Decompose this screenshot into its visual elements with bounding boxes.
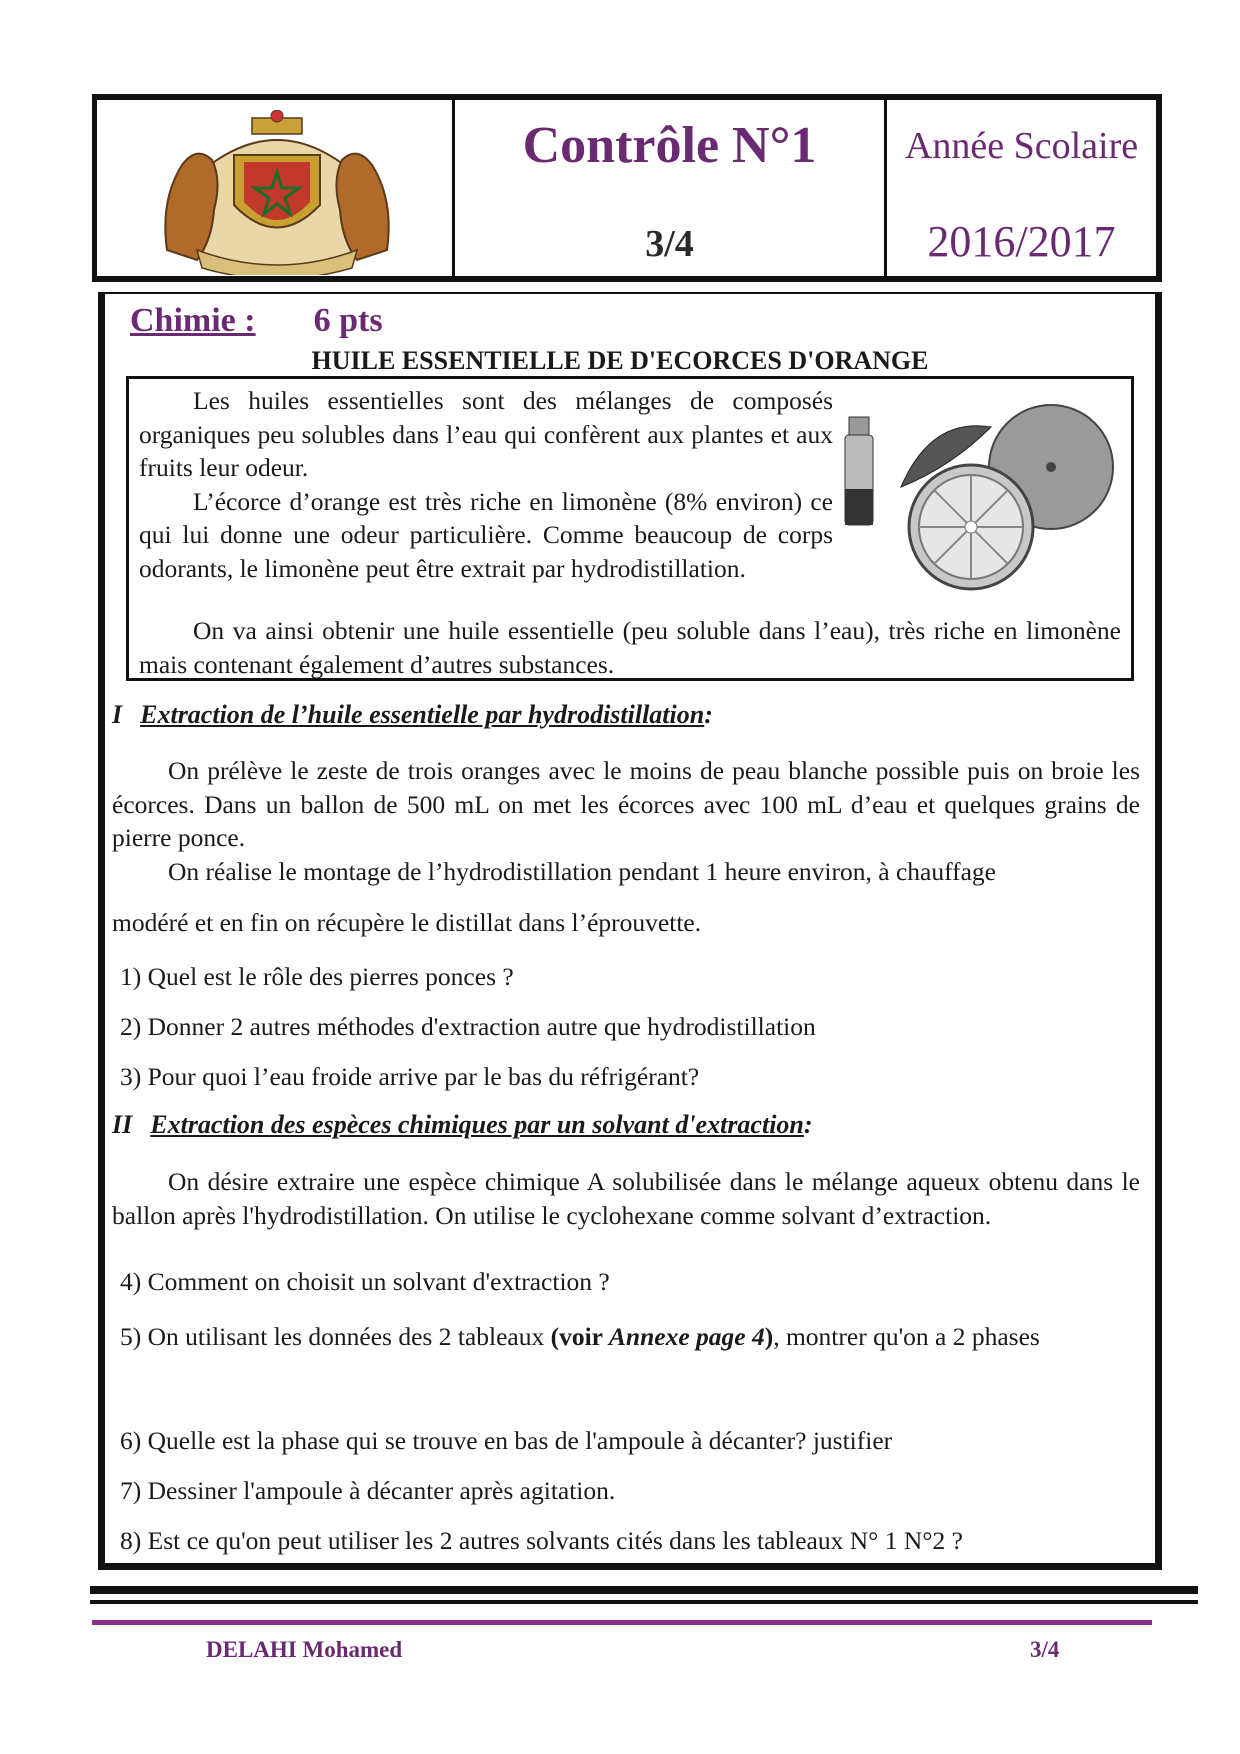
coat-of-arms-icon (152, 110, 402, 275)
orange-and-bottle-icon (841, 397, 1121, 597)
question-5-ref-close: ) (764, 1322, 774, 1351)
intro-paragraph-3: On va ainsi obtenir une huile essentielle (peu soluble dans l’eau), très riche en limonène mais contenant également d’autres substances. (139, 616, 1121, 679)
question-5 (120, 1312, 1140, 1362)
footer-divider-purple (92, 1620, 1152, 1625)
footer-divider-thick (90, 1586, 1198, 1594)
footer-page-number: 3/4 (1030, 1637, 1060, 1662)
footer-author: DELAHI Mohamed (206, 1637, 403, 1662)
question-3: 3) Pour quoi l’eau froide arrive par le bas du réfrigérant? (120, 1062, 700, 1091)
question-5-ref-open: (voir (550, 1322, 609, 1351)
section-1-colon: : (704, 700, 713, 729)
section-1-paragraph-1: On prélève le zeste de trois oranges avec le moins de peau blanche possible puis on broie les écorces. Dans un ballon de 500 mL on met les écorces avec 100 mL d’eau et quelques grains de pierre ponce. (112, 756, 1140, 852)
section-2-colon: : (803, 1110, 813, 1139)
section-2-heading (112, 1110, 813, 1140)
question-6: 6) Quelle est la phase qui se trouve en bas de l'ampoule à décanter? justifier (120, 1426, 893, 1455)
section-1-number: I (112, 700, 123, 729)
subject-points: 6 pts (313, 302, 383, 339)
section-1-heading (112, 700, 713, 730)
intro-paragraph-1: Les huiles essentielles sont des mélanges de composés organiques peu solubles dans l’eau qui confèrent aux plantes et aux fruits leur odeur. (139, 386, 833, 482)
exercise-title: HUILE ESSENTIELLE DE D'ECORCES D'ORANGE (311, 346, 929, 375)
question-5-ref (551, 1322, 774, 1351)
section-1-title: Extraction de l’huile essentielle par hydrodistillation (140, 700, 705, 729)
header-year-cell (884, 100, 1162, 276)
question-7: 7) Dessiner l'ampoule à décanter après agitation. (120, 1476, 616, 1505)
intro-text (139, 384, 833, 585)
intro-box (126, 376, 1134, 681)
footer-divider-thin (90, 1600, 1198, 1604)
section-2-paragraph-1: On désire extraire une espèce chimique A solubilisée dans le mélange aqueux obtenu dans le ballon après l'hydrodistillation. On utilise le cyclohexane comme solvant d’extraction. (112, 1167, 1140, 1230)
header-table (92, 94, 1162, 282)
subject-heading (130, 302, 383, 340)
intro-text-wide (139, 614, 1121, 681)
exam-title: Contrôle N°1 (522, 117, 817, 174)
school-year-value: 2016/2017 (927, 217, 1116, 266)
section-1-text (112, 754, 1140, 888)
subject-label: Chimie : (130, 302, 256, 339)
question-4: 4) Comment on choisit un solvant d'extraction ? (120, 1267, 610, 1296)
school-year-label: Année Scolaire (904, 125, 1139, 167)
header-page-number: 3/4 (645, 223, 694, 265)
section-2-text (112, 1165, 1140, 1232)
header-logo-cell (92, 100, 452, 276)
question-2: 2) Donner 2 autres méthodes d'extraction autre que hydrodistillation (120, 1012, 816, 1041)
section-1-paragraph-2: On réalise le montage de l’hydrodistillation pendant 1 heure environ, à chauffage (168, 856, 996, 886)
section-1-paragraph-2-cont: modéré et en fin on récupère le distillat dans l’éprouvette. (112, 908, 702, 937)
section-2-number: II (112, 1110, 133, 1139)
question-5-annexe: Annexe page 4 (608, 1322, 765, 1351)
question-8: 8) Est ce qu'on peut utiliser les 2 autres solvants cités dans les tableaux N° 1 N°2 ? (120, 1526, 963, 1555)
question-5-text: 5) On utilisant les données des 2 tableaux (120, 1322, 551, 1351)
intro-paragraph-2: L’écorce d’orange est très riche en limonène (8% environ) ce qui lui donne une odeur particulière. Comme beaucoup de corps odorants, le limonène peut être extrait par hydrodistillation. (139, 486, 833, 583)
question-5-tail: , montrer qu'on a 2 phases (773, 1322, 1040, 1351)
section-2-title: Extraction des espèces chimiques par un solvant d'extraction (150, 1110, 804, 1139)
question-1: 1) Quel est le rôle des pierres ponces ? (120, 962, 514, 991)
header-title-cell (452, 100, 884, 276)
